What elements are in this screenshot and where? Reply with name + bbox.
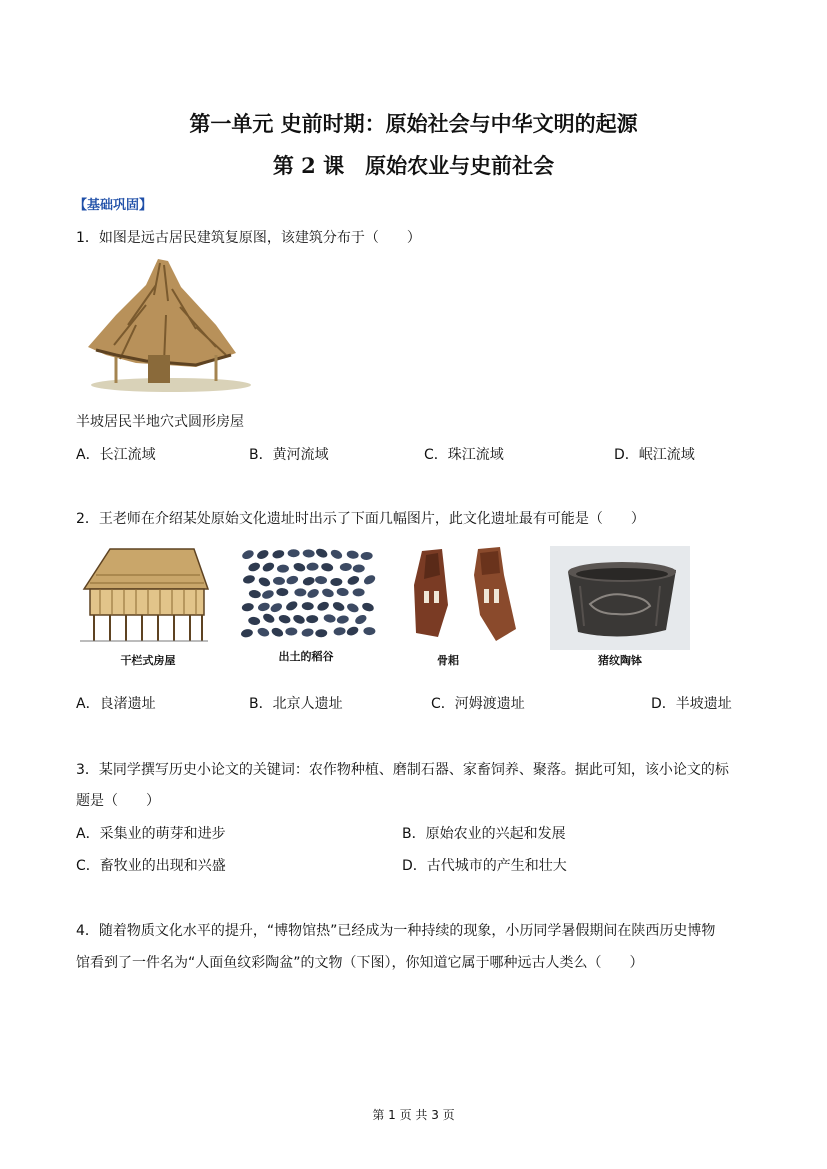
rice-grain bbox=[306, 562, 318, 571]
rice-grain bbox=[261, 561, 275, 573]
q1-stem: 1．如图是远古居民建筑复原图，该建筑分布于（ ） bbox=[76, 230, 421, 246]
rice-grain bbox=[273, 577, 285, 586]
bone-spade-image bbox=[408, 545, 524, 643]
q2-option-b[interactable]: B．北京人遗址 bbox=[249, 696, 343, 712]
rice-grain bbox=[241, 602, 254, 612]
rice-grain bbox=[361, 602, 375, 613]
rice-grain bbox=[315, 576, 328, 585]
rice-grain bbox=[293, 562, 307, 573]
rice-grain bbox=[241, 549, 255, 561]
rice-grain bbox=[362, 573, 376, 586]
rice-grain bbox=[248, 589, 261, 599]
rice-grain bbox=[306, 615, 318, 623]
rice-grain bbox=[306, 587, 320, 599]
rice-grain bbox=[346, 574, 360, 586]
rice-grain bbox=[262, 612, 276, 625]
rice-grain bbox=[257, 602, 271, 613]
rice-grain bbox=[354, 613, 368, 626]
rice-grain bbox=[248, 616, 261, 626]
stilt-house-image bbox=[76, 545, 212, 645]
rice-grain bbox=[256, 626, 270, 638]
rice-grain bbox=[340, 563, 353, 572]
rice-grain bbox=[288, 549, 300, 557]
q2-option-d[interactable]: D．半坡遗址 bbox=[651, 696, 732, 712]
rice-grain bbox=[330, 578, 342, 587]
rice-grain bbox=[346, 602, 360, 614]
rice-grain bbox=[353, 564, 365, 573]
q3-stem-line1: 3．某同学撰写历史小论文的关键词：农作物种植、磨制石器、家畜饲养、聚落。据此可知，该小论文的标 bbox=[76, 762, 729, 778]
rice-grain bbox=[292, 613, 306, 625]
rice-grain bbox=[285, 574, 299, 585]
rice-grain bbox=[346, 550, 359, 560]
section-label: 【基础巩固】 bbox=[74, 198, 153, 213]
rice-grain bbox=[240, 628, 253, 638]
rice-grain bbox=[272, 549, 285, 559]
rice-grain bbox=[336, 587, 349, 596]
rice-grain bbox=[278, 614, 292, 625]
rice-grain bbox=[261, 589, 275, 601]
q1-option-c[interactable]: C．珠江流域 bbox=[424, 447, 504, 463]
rice-grain bbox=[285, 600, 299, 613]
rice-grain bbox=[302, 602, 314, 610]
rice-grain bbox=[257, 576, 271, 588]
rice-grain bbox=[345, 625, 359, 637]
q2-option-c[interactable]: C．河姆渡遗址 bbox=[431, 696, 525, 712]
rice-grain bbox=[321, 562, 334, 572]
rice-grain bbox=[285, 627, 297, 635]
q4-stem-line1: 4．随着物质文化水平的提升，“博物馆热”已经成为一种持续的现象，小历同学暑假期间在陕西历史博物 bbox=[76, 923, 716, 939]
q2-caption-pig-bowl: 猪纹陶钵 bbox=[598, 654, 642, 667]
rice-grain bbox=[315, 629, 327, 638]
q2-caption-bone-spade: 骨耜 bbox=[437, 654, 459, 667]
rice-grain bbox=[256, 548, 270, 560]
rice-grain bbox=[242, 574, 256, 585]
q4-stem-line2: 馆看到了一件名为“人面鱼纹彩陶盆”的文物（下图），你知道它属于哪种远古人类么（ ） bbox=[76, 955, 644, 971]
thatched-hut-image bbox=[76, 255, 252, 395]
rice-grain bbox=[332, 600, 346, 612]
q2-caption-rice: 出土的稻谷 bbox=[278, 650, 334, 663]
q1-option-d[interactable]: D．岷江流域 bbox=[614, 447, 695, 463]
rice-grain bbox=[247, 561, 261, 573]
rice-grain bbox=[336, 615, 349, 625]
rice-grain bbox=[277, 564, 289, 572]
rice-grain bbox=[333, 627, 346, 636]
rice-grain bbox=[323, 613, 336, 623]
rice-grain bbox=[302, 576, 316, 587]
unit-title: 第一单元 史前时期：原始社会与中华文明的起源 bbox=[189, 111, 638, 136]
rice-grain bbox=[315, 547, 329, 559]
q1-option-b[interactable]: B．黄河流域 bbox=[249, 447, 329, 463]
rice-grain bbox=[363, 627, 375, 635]
rice-grain bbox=[321, 587, 335, 598]
rice-grain bbox=[301, 628, 314, 638]
q3-option-b[interactable]: B．原始农业的兴起和发展 bbox=[402, 826, 566, 842]
rice-grain bbox=[353, 588, 365, 596]
rice-grain bbox=[360, 552, 372, 561]
rice-grain bbox=[329, 548, 343, 561]
q3-option-d[interactable]: D．古代城市的产生和壮大 bbox=[402, 858, 567, 874]
rice-grains-image bbox=[236, 545, 376, 643]
rice-grain bbox=[294, 588, 306, 596]
q2-option-a[interactable]: A．良渚遗址 bbox=[76, 696, 156, 712]
lesson-title: 第 2 课 原始农业与史前社会 bbox=[272, 153, 555, 178]
rice-grain bbox=[302, 549, 315, 558]
q1-image-caption: 半坡居民半地穴式圆形房屋 bbox=[76, 414, 244, 430]
rice-grain bbox=[276, 588, 288, 596]
q3-stem-line2: 题是（ ） bbox=[76, 793, 160, 809]
q1-option-a[interactable]: A．长江流域 bbox=[76, 447, 156, 463]
page-footer: 第 1 页 共 3 页 bbox=[372, 1108, 455, 1122]
pig-pottery-bowl-image bbox=[550, 546, 690, 650]
q2-stem: 2．王老师在介绍某处原始文化遗址时出示了下面几幅图片，此文化遗址最有可能是（ ） bbox=[76, 511, 645, 527]
q3-option-a[interactable]: A．采集业的萌芽和进步 bbox=[76, 826, 226, 842]
q2-caption-stilt-house: 干栏式房屋 bbox=[120, 654, 176, 667]
q3-option-c[interactable]: C．畜牧业的出现和兴盛 bbox=[76, 858, 226, 874]
rice-grain bbox=[269, 601, 283, 613]
rice-grain bbox=[316, 600, 330, 612]
rice-grain bbox=[270, 626, 284, 638]
